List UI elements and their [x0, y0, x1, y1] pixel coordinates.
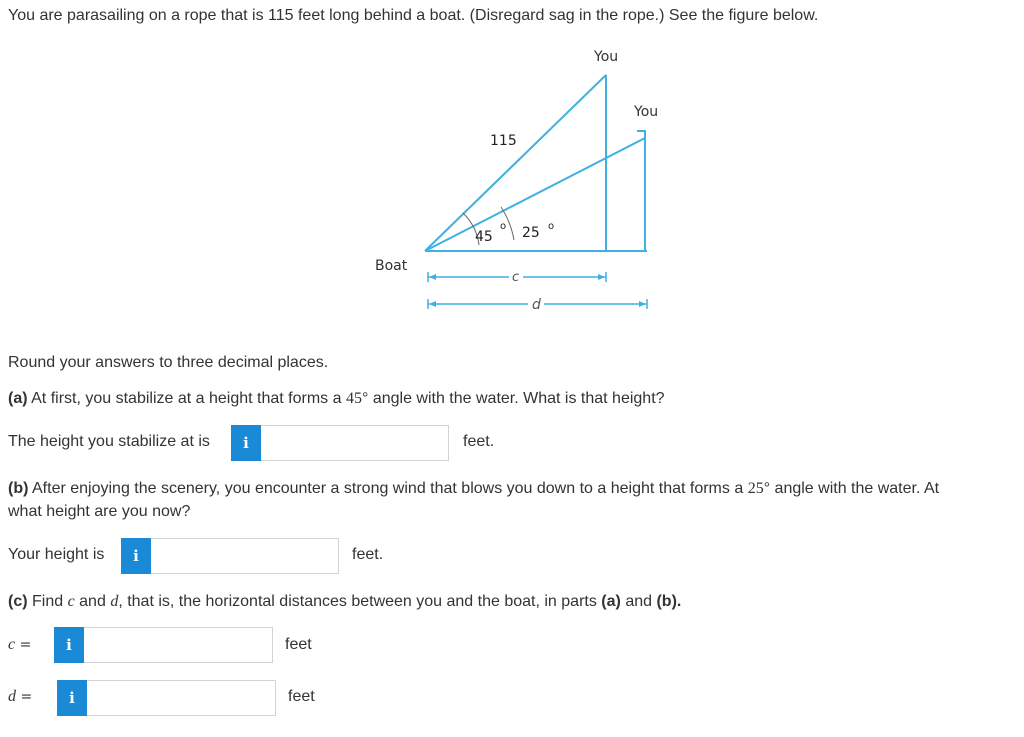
part-c-ref-b: (b).: [656, 593, 682, 610]
part-b-tag: (b): [8, 480, 29, 497]
boat-label: Boat: [375, 258, 408, 274]
part-c-tag: (c): [8, 593, 28, 610]
c-distance-input[interactable]: [84, 627, 273, 663]
angle-45-label: 45: [475, 229, 493, 245]
part-a-question-text: At first, you stabilize at a height that forms a: [31, 390, 342, 407]
d-dim-arrow-left: [429, 301, 436, 307]
c-answer-row: [54, 627, 273, 663]
part-a-angle: 45: [345, 390, 362, 407]
d-answer-row: [57, 680, 276, 716]
rounding-instructions: Round your answers to three decimal places.: [8, 354, 329, 371]
part-c-var-d: d: [110, 593, 119, 610]
c-variable: c: [8, 636, 16, 653]
d-equals: =: [20, 689, 33, 705]
you-side-label: You: [634, 104, 659, 120]
d-distance-input[interactable]: [87, 680, 276, 716]
part-c-var-c: c: [67, 593, 75, 610]
angle-25-degree: o: [548, 221, 555, 232]
c-dim-arrow-left: [429, 274, 436, 280]
part-b-question-line2: what height are you now?: [8, 503, 191, 520]
part-b-height-input[interactable]: [151, 538, 339, 574]
d-variable: d: [8, 688, 16, 705]
part-a-degree: °: [361, 390, 369, 407]
part-b-degree: °: [763, 480, 771, 497]
d-unit: feet: [288, 688, 315, 705]
part-a-prompt: The height you stabilize at is: [8, 433, 210, 450]
d-dim-label: d: [532, 297, 541, 313]
info-icon[interactable]: i: [121, 538, 151, 574]
part-c-ref-a: (a): [601, 593, 621, 610]
problem-intro: You are parasailing on a rope that is 115 feet long behind a boat. (Disregard sag in the rope.) See the figure below.: [8, 7, 819, 24]
angle-45-degree: o: [500, 221, 507, 232]
rope-45-line: [425, 75, 606, 251]
part-c-text-1: Find: [32, 593, 64, 610]
part-b-angle: 25: [747, 480, 764, 497]
part-a-question-end: angle with the water. What is that height?: [372, 390, 665, 407]
rope-length-label: 115: [490, 133, 517, 149]
part-b-prompt: Your height is: [8, 546, 105, 563]
part-b-answer-row: [121, 538, 339, 574]
part-a-answer-row: [231, 425, 449, 461]
part-a-tag: (a): [8, 390, 28, 407]
part-a-height-input[interactable]: [261, 425, 449, 461]
part-c-text-3: , that is, the horizontal distances between you and the boat, in parts: [118, 593, 597, 610]
c-dim-label: c: [512, 270, 520, 285]
part-c-text-4: and: [625, 593, 653, 610]
info-icon[interactable]: i: [231, 425, 261, 461]
part-b-question-text: After enjoying the scenery, you encounter a strong wind that blows you down to a height that forms a: [32, 480, 744, 497]
d-dim-arrow-right: [639, 301, 646, 307]
part-a-question: [8, 390, 665, 408]
c-equation-label: [8, 636, 31, 654]
info-icon[interactable]: i: [57, 680, 87, 716]
parasailing-figure: [0, 0, 1024, 330]
c-dim-arrow-right: [598, 274, 605, 280]
part-b-question-end: angle with the water. At: [774, 480, 940, 497]
you-top-label: You: [594, 49, 619, 65]
part-b-question-line1: [8, 480, 939, 498]
part-b-unit: feet.: [352, 546, 384, 563]
part-c-question: [8, 593, 681, 611]
part-a-unit: feet.: [463, 433, 495, 450]
d-equation-label: [8, 688, 32, 706]
part-c-text-2: and: [79, 593, 106, 610]
c-unit: feet: [285, 636, 312, 653]
c-equals: =: [19, 637, 32, 653]
angle-25-label: 25: [522, 225, 540, 241]
info-icon[interactable]: i: [54, 627, 84, 663]
